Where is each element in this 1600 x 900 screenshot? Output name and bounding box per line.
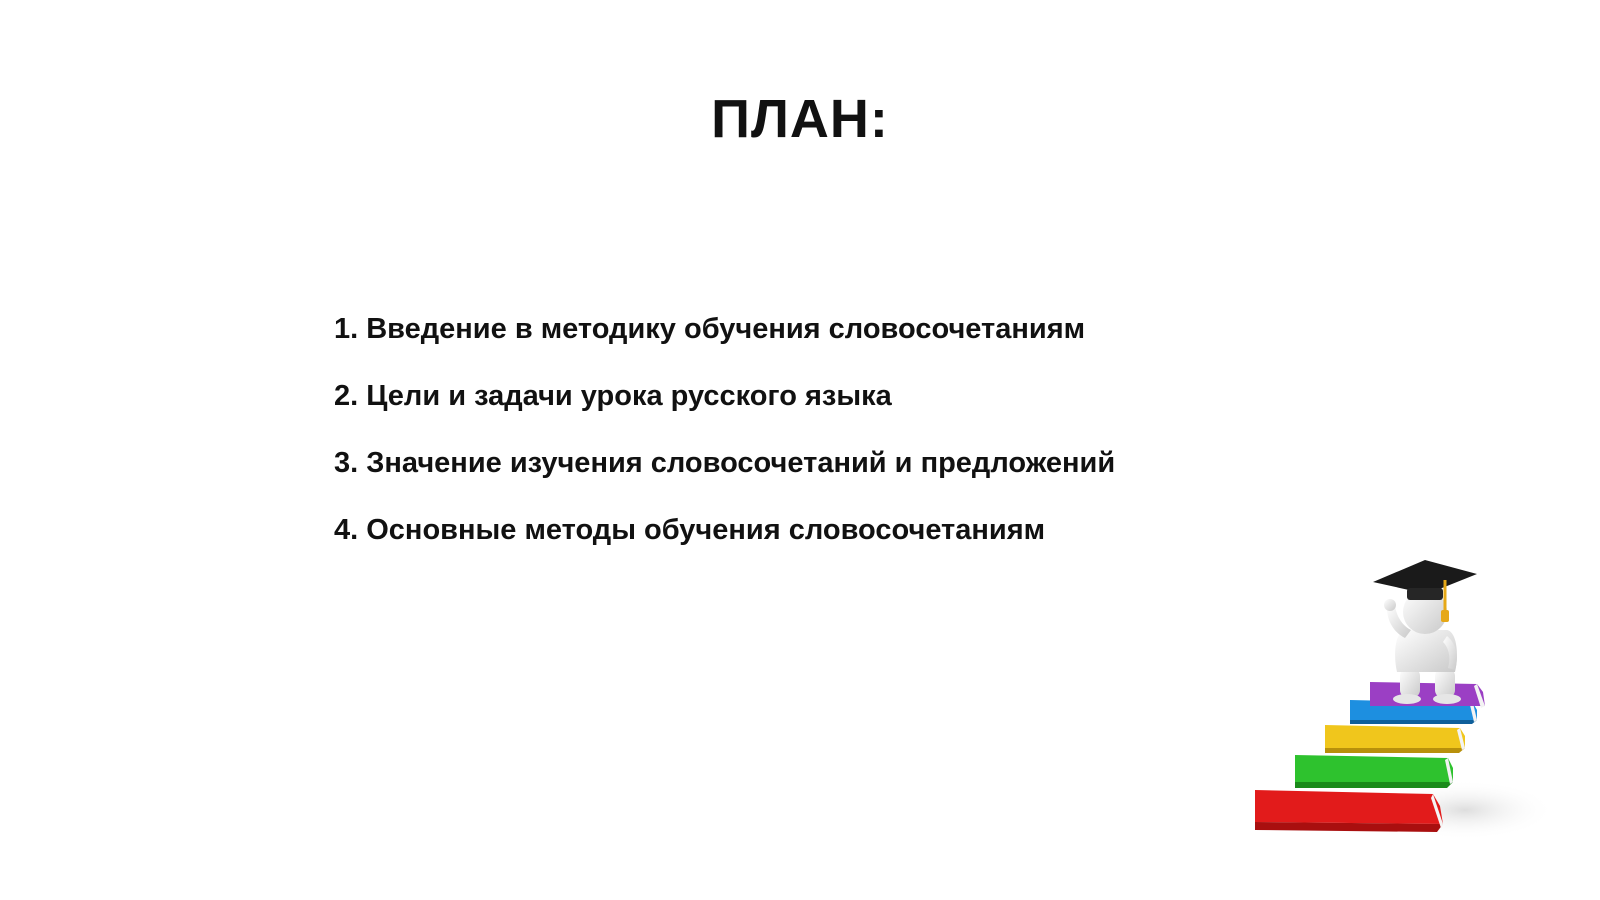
book-purple (1370, 682, 1485, 708)
book-red (1255, 790, 1443, 832)
graduate-on-books-icon (1255, 560, 1555, 860)
plan-item-1: 1. Введение в методику обучения словосочетаниям (334, 313, 1086, 345)
slide-title: ПЛАН: (711, 89, 889, 149)
book-green (1295, 755, 1453, 788)
book-yellow (1325, 725, 1465, 753)
plan-item-4: 4. Основные методы обучения словосочетаниям (334, 514, 1046, 546)
plan-list (334, 312, 1115, 580)
plan-item-3: 3. Значение изучения словосочетаний и предложений (334, 447, 1116, 479)
plan-item-2: 2. Цели и задачи урока русского языка (334, 380, 892, 412)
